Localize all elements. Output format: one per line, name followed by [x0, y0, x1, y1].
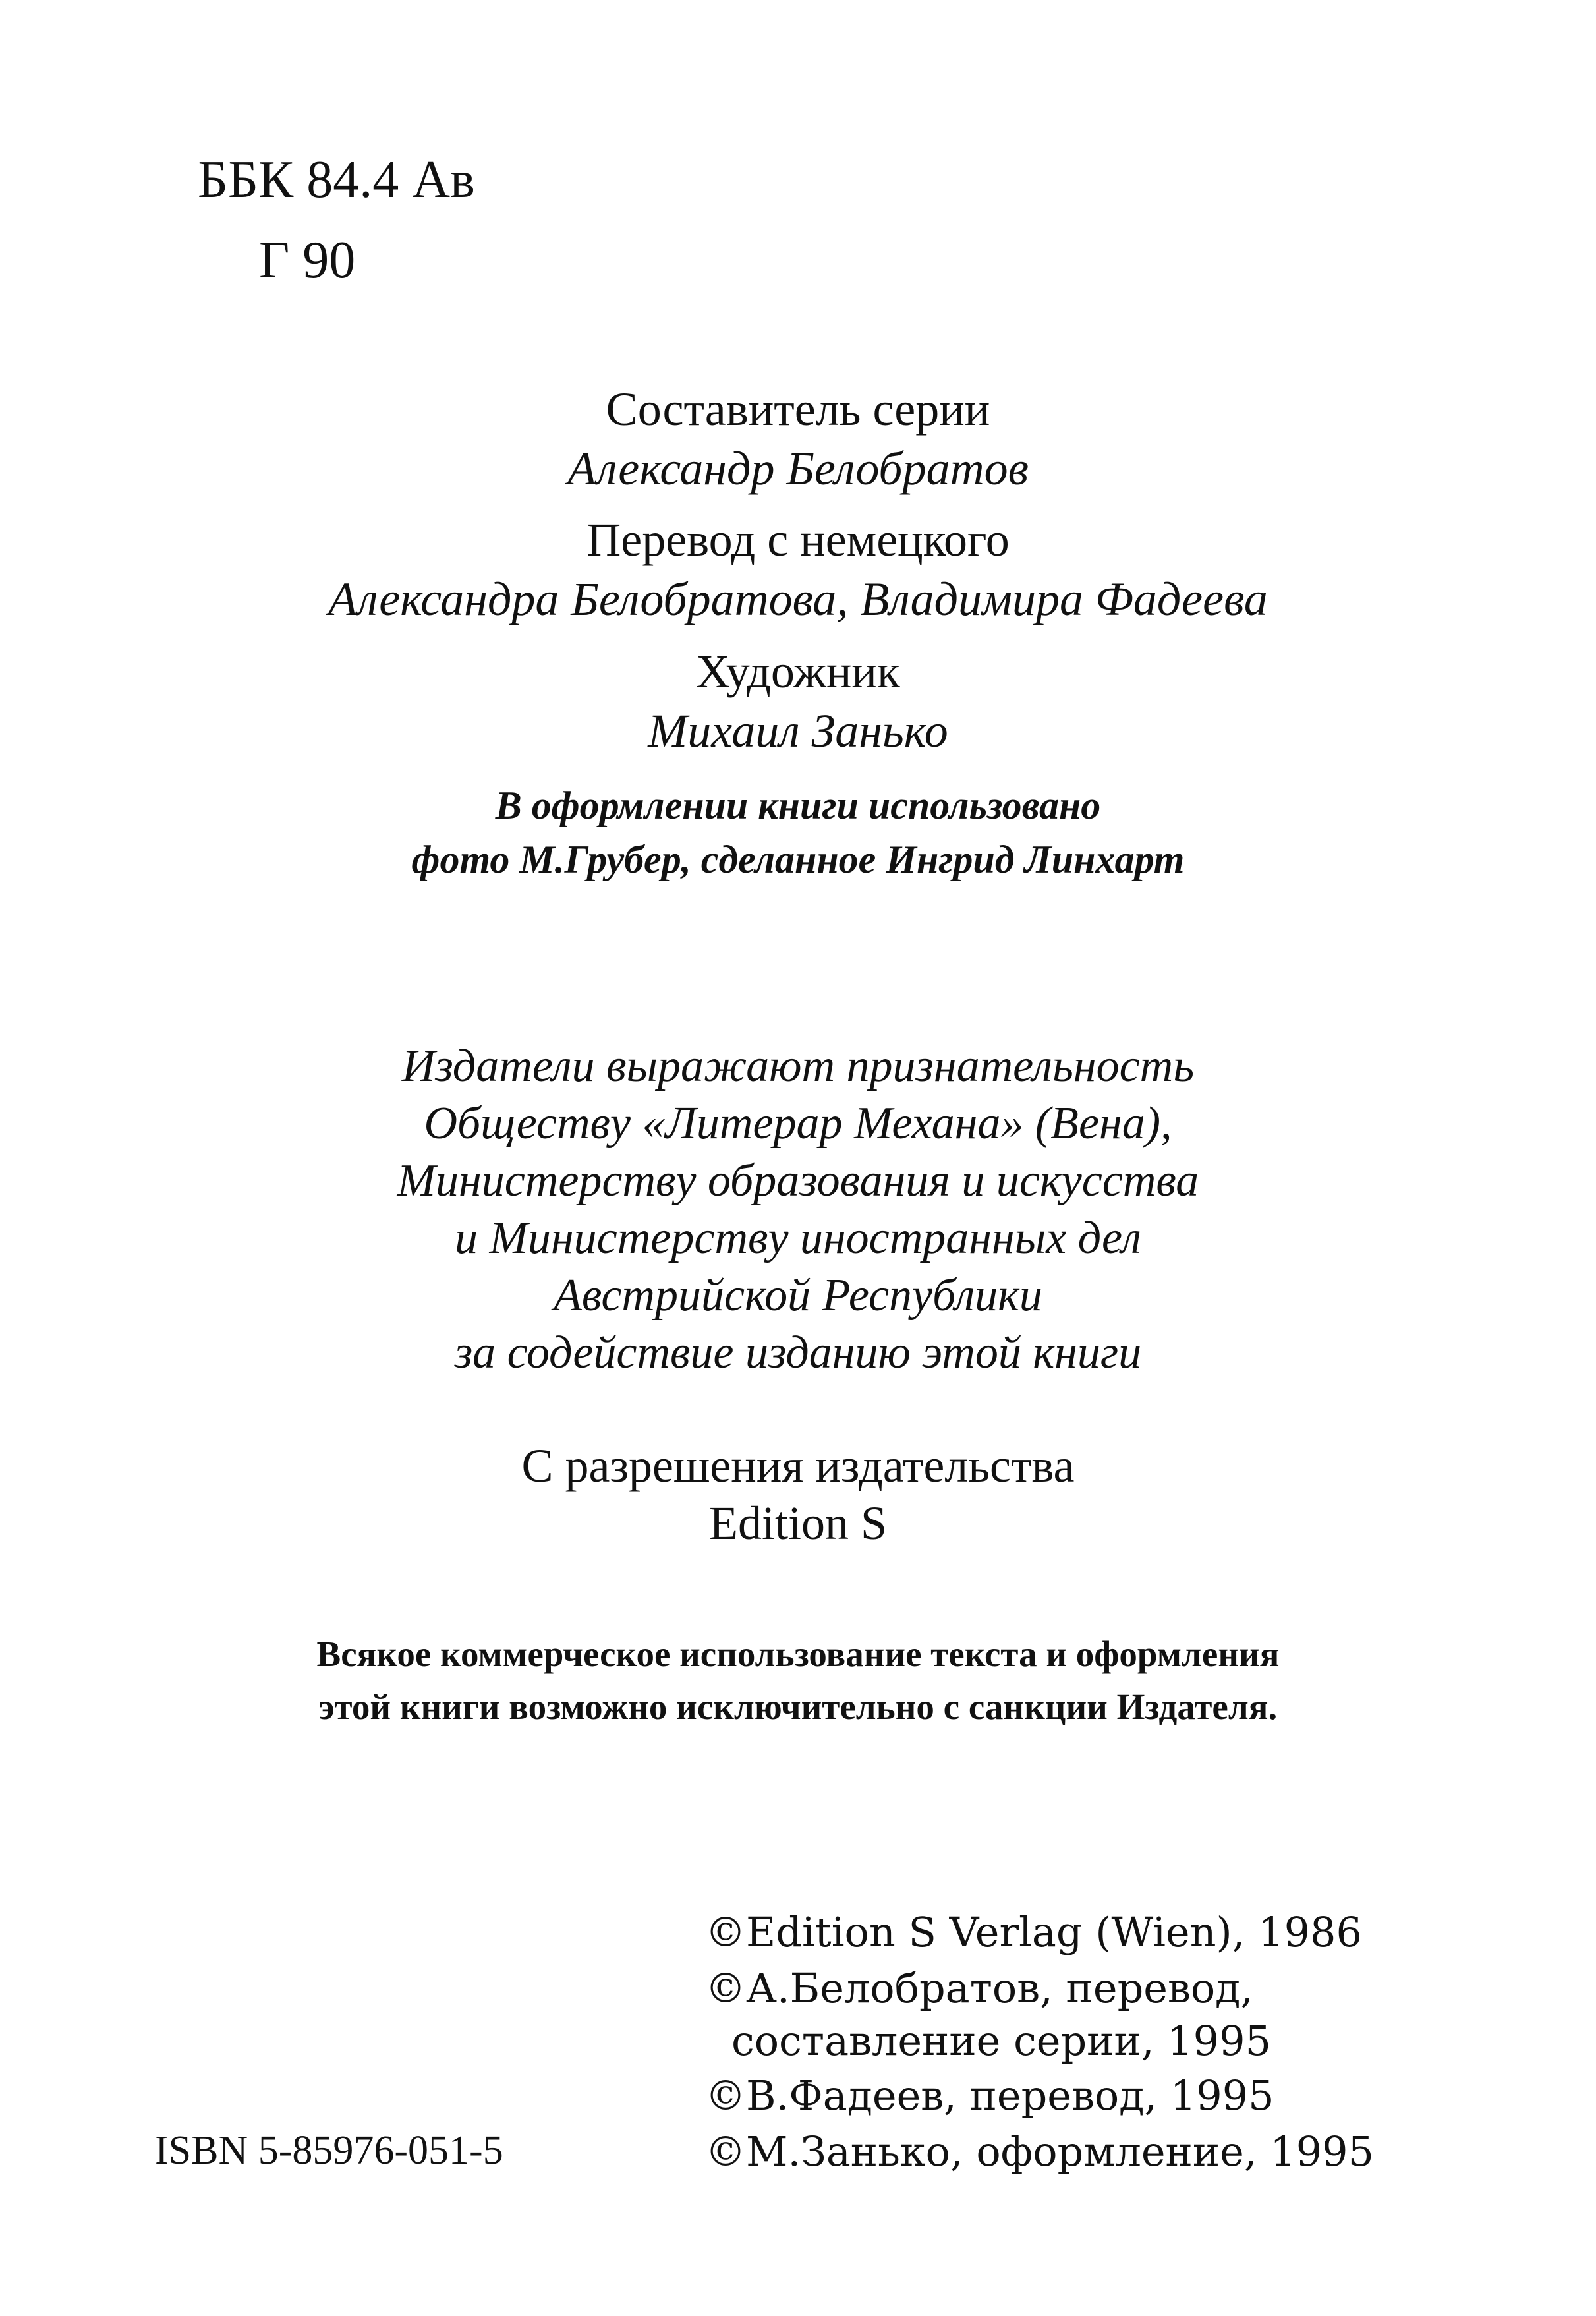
commercial-notice-line-2: этой книги возможно исключительно с санкции Издателя.	[318, 1687, 1278, 1727]
permission-publisher: Edition S	[708, 1497, 888, 1549]
acknowledgement-line: за содействие изданию этой книги	[454, 1327, 1142, 1378]
series-compiler-label: Составитель серии	[606, 383, 990, 436]
design-note-line-2: фото М.Грубер, сделанное Ингрид Линхарт	[411, 838, 1185, 881]
copyright-line: составление серии, 1995	[731, 2017, 1272, 2065]
copyright-line: ©А.Белобратов, перевод,	[705, 1964, 1254, 2012]
artist-name: Михаил Занько	[648, 705, 948, 757]
copyright-line: ©Edition S Verlag (Wien), 1986	[705, 1908, 1362, 1956]
acknowledgement-line: Австрийской Республики	[554, 1270, 1042, 1321]
series-compiler-name: Александр Белобратов	[567, 442, 1029, 495]
acknowledgement-line: Министерству образования и искусства	[397, 1155, 1199, 1206]
permission-line-1: С разрешения издательства	[521, 1439, 1075, 1492]
commercial-notice-line-1: Всякое коммерческое использование текста и оформления	[316, 1634, 1280, 1674]
copyright-line: ©В.Фадеев, перевод, 1995	[705, 2071, 1274, 2120]
translator-names: Александра Белобратова, Владимира Фадеева	[328, 573, 1268, 625]
acknowledgement-line: Издатели выражают признательность	[401, 1041, 1195, 1091]
translation-label: Перевод с немецкого	[586, 513, 1010, 566]
isbn: ISBN 5-85976-051-5	[155, 2128, 503, 2173]
acknowledgement-line: Обществу «Литерар Механа» (Вена),	[424, 1098, 1172, 1149]
copyright-line: ©М.Занько, оформление, 1995	[705, 2128, 1375, 2176]
artist-label: Художник	[696, 645, 900, 698]
bbk-classification: ББК 84.4 Ав	[198, 151, 475, 209]
author-mark: Г 90	[259, 231, 356, 289]
acknowledgement-line: и Министерству иностранных дел	[455, 1213, 1141, 1263]
design-note-line-1: В оформлении книги использовано	[495, 784, 1101, 827]
